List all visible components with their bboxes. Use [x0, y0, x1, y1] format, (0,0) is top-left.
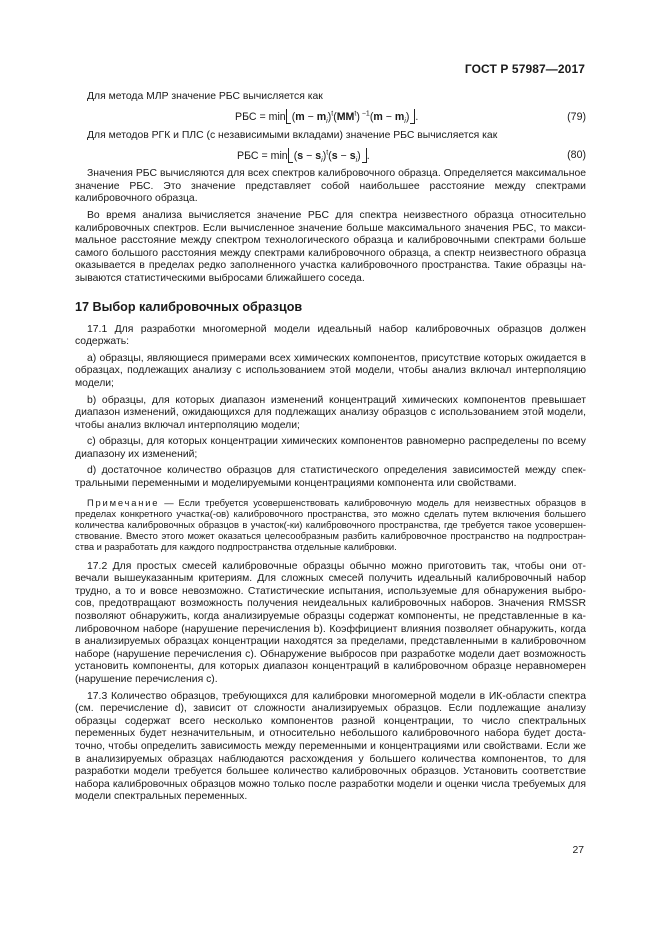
page-content: [75, 91, 586, 804]
formula-80-expression: РБС = $\min (s - s_i)^t(s - s_i)$ .: [237, 149, 370, 164]
clause-17-1: 17.1 Для разработки многомерной модели идеальный набор калибровочных образцов должен содержать:: [75, 323, 586, 348]
formula-79-number: (79): [567, 110, 586, 123]
section-heading: 17 Выбор калибровочных образцов: [75, 299, 303, 314]
paragraph-rbs-values: Значения РБС вычисляются для всех спектров калибровочного образца. Определяется максимальное значение РБС. Это значение представляет собой наибольшее расстояние между спектрами калибровочного образца.: [75, 168, 586, 205]
note-label: Примечание: [87, 496, 160, 508]
formula-79-expression: РБС = $\min (m - m_i)^t(MM^t)$ $^{-1}(m - m_i)$ .: [235, 110, 419, 126]
formula-80: [75, 142, 586, 168]
formula-80-number: (80): [567, 149, 586, 162]
note-text: — Если требуется усовершенствовать калибровочную модель для неизвестных образцов в пределах конкретного участка(-ов) калибровочного пространства, это можно сделать путем включения большего количества калибровочных образцов в участок(-ки) калибровочного пространства, где требуется такое усовершенствование. Вместо этого может оказаться целесообразным разбить калибровочное пространство на подпространства и разработать для каждого подпространства отдельные калибровки.: [75, 496, 586, 553]
formula-79: [75, 104, 586, 130]
list-item-a: а) образцы, являющиеся примерами всех химических компонентов, присутствие которых ожидается в образцах, подлежащих анализу с использованием этой модели, чтобы анализ включал интерполяцию модели;: [75, 352, 586, 389]
clause-17-3: 17.3 Количество образцов, требующихся для калибровки многомерной модели в ИК-области спектра (см. перечисление d), зависит от сложности анализируемых образцов. Если подлежащие анализу образцы содержат всего несколько компонентов разной концентрации, то число спектральных переменных будет незначительным, и относительно небольшого калибровочного набора будет достаточно, чтобы определить зависимость между переменными и концентрациями или свойствами. Если же в анализируемых образцах наблюдаются расхождения у большего количества компонентов, то для разработки модели требуется большее количество калибровочных образцов. Установить соответствие набора калибровочных образцов можно только после разработки модели и оценки числа требуемых для модели спектральных переменных.: [75, 690, 586, 803]
list-item-c: с) образцы, для которых концентрации химических компонентов равномерно распределены по всему диапазону их изменений;: [75, 436, 586, 460]
note: [75, 497, 586, 553]
rgk-intro: Для методов РГК и ПЛС (с независимыми вкладами) значение РБС вычисляется как: [87, 129, 498, 141]
document-id-header: ГОСТ Р 57987—2017: [464, 62, 585, 76]
list-item-d: d) достаточное количество образцов для статистического определения зависимостей между спектральными переменными и моделируемыми концентрациями компонента или свойствами.: [75, 465, 586, 490]
page-number: 27: [572, 845, 584, 856]
mlr-intro: Для метода МЛР значение РБС вычисляется как: [87, 91, 323, 102]
paragraph-analysis: Во время анализа вычисляется значение РБС для спектра неизвестного образца относительно калибровочных спектров. Если вычисленное значение больше максимального значения РБС, то максимальное расстояние между спектром технологического образца и калибровочными спектрами больше самого большого расстояния между спектрами калибровочного образца, а спектр неизвестного образца оказывается в пределах редко заполненного участка калибровочного пространства. Такие образцы называются статистическими выбросами ближайшего соседа.: [75, 209, 586, 284]
clause-17-2: 17.2 Для простых смесей калибровочные образцы обычно можно приготовить так, чтобы они отвечали вышеуказанным критериям. Для сложных смесей получить идеальный калибровочный набор трудно, а то и вовсе невозможно. Статистические испытания, используемые для обнаружения выбросов, предотвращают возможность получения неидеальных калибровочных наборов. Значения RMSSR позволяют обнаружить, когда анализируемые образцы содержат компоненты, не представленные в калибровочном наборе (нарушение перечисления b). Коэффициент влияния позволяет обнаружить, когда в анализируемых образцах концентрации находятся за пределами, представленными в калибровочном наборе (нарушение перечисления с). Обнаружение выбросов при разработке модели дает возможность установить компоненты, для которых диапазон концентраций в калибровочном образце неравномерен (нарушение перечисления с).: [75, 560, 586, 686]
list-item-b: b) образцы, для которых диапазон изменений концентраций химических компонентов превышает диапазон изменений, ожидающихся для подлежащих анализу образцов с использованием этой модели, чтобы анализ включал интерполяцию модели;: [75, 394, 586, 431]
